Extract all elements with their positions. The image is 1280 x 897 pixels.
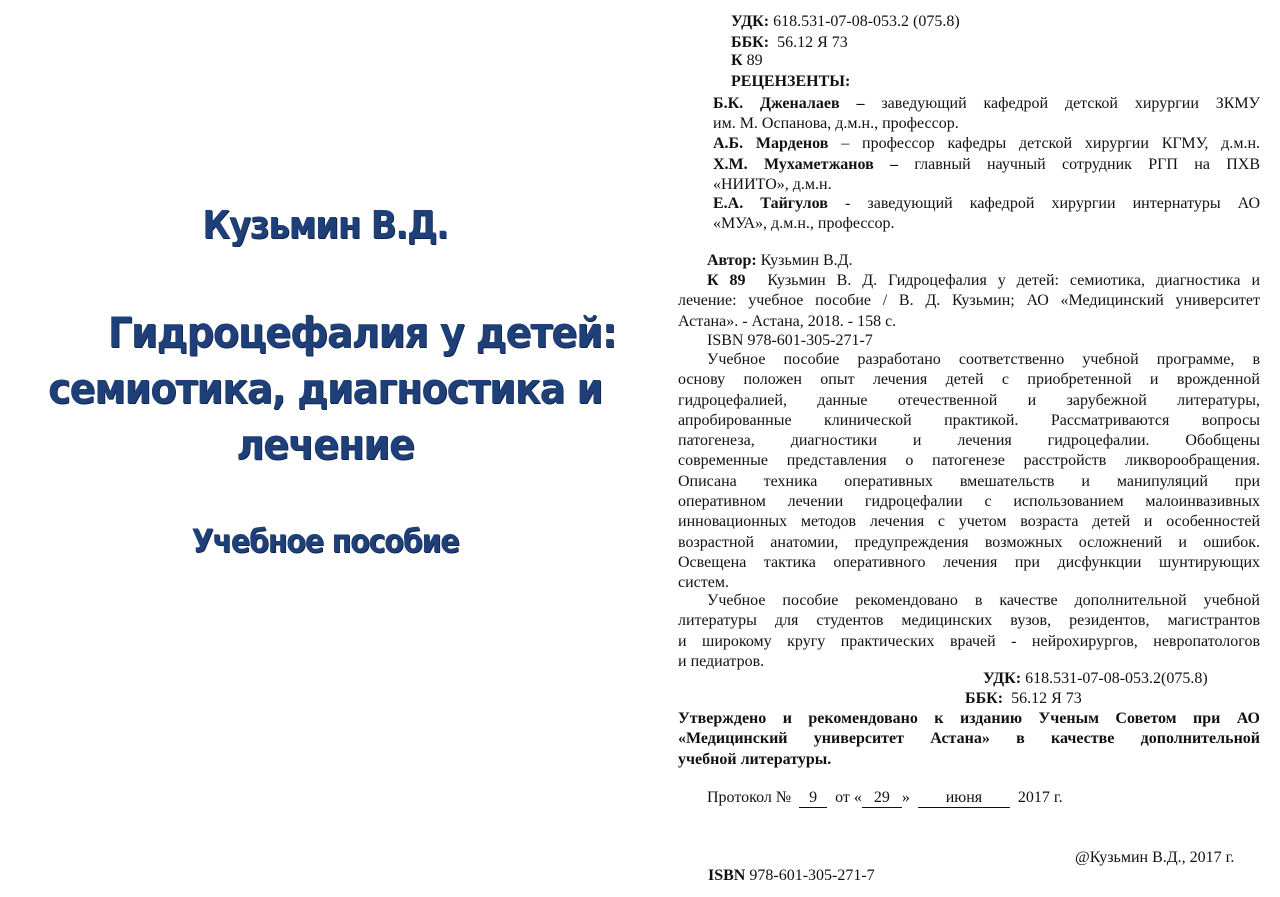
reviewer-text: главный научный сотрудник РГП на ПХВ	[914, 156, 1261, 173]
citation-label: К 89	[707, 272, 746, 289]
abstract-line: основу положен опыт лечения детей с приобретенной и врожденной	[678, 371, 1260, 389]
udk-line-2	[983, 669, 1208, 689]
reviewer-text: заведующий кафедрой детской хирургии ЗКМУ	[881, 95, 1260, 112]
k-line	[731, 51, 763, 71]
author-line	[707, 251, 853, 271]
approval-line: «Медицинский университет Астана» в качестве дополнительной	[678, 730, 1260, 748]
author-value: Кузьмин В.Д.	[760, 252, 853, 269]
bbk-label: ББК:	[731, 34, 770, 51]
abstract-line: оперативном лечении гидроцефалии с использованием малоинвазивных	[678, 493, 1260, 511]
reviewer-line	[713, 94, 1260, 114]
udk-label: УДК:	[731, 13, 770, 30]
isbn-line: ISBN 978-601-305-271-7	[707, 332, 873, 349]
reviewer-text: - заведующий кафедрой хирургии интернатуры АО	[844, 195, 1260, 212]
author-label: Автор:	[707, 252, 757, 269]
abstract-line: патогенеза, диагностики и лечения гидроцефалии. Обобщены	[678, 432, 1260, 450]
citation-line: Астана». - Астана, 2018. - 158 с.	[678, 312, 897, 330]
protocol-close: »	[901, 789, 910, 806]
reviewer-line	[713, 155, 1260, 175]
isbn-bottom-label: ISBN	[708, 867, 746, 884]
reviewer-line	[713, 134, 1260, 154]
reviewer-line	[713, 194, 1260, 214]
reviewer	[713, 155, 1260, 196]
protocol-label: Протокол №	[707, 789, 792, 806]
recommendation-line: Учебное пособие рекомендовано в качестве дополнительной учебной	[707, 592, 1260, 609]
reviewer	[713, 134, 1260, 154]
abstract-line: гидроцефалией, данные отечественной и зарубежной литературы,	[678, 391, 1260, 409]
bbk-value: 56.12 Я 73	[777, 34, 848, 51]
reviewer-name: А.Б. Марденов	[713, 135, 829, 152]
cover-title-line: Гидроцефалия у детей:	[107, 308, 616, 357]
k-label: К	[731, 52, 743, 69]
abstract-line: современные представления о патогенезе расстройств ликворообращения.	[678, 452, 1260, 470]
udk2-label: УДК:	[983, 670, 1022, 687]
reviewer-name: Б.К. Дженалаев –	[713, 95, 865, 112]
bbk2-value: 56.12 Я 73	[1011, 690, 1082, 707]
abstract-line: апробированные клинической практикой. Рассматриваются вопросы	[678, 411, 1260, 429]
abstract-line: Освещена тактика оперативного лечения при дисфункции шунтирующих	[678, 553, 1260, 571]
abstract	[678, 350, 1260, 594]
abstract-line: систем.	[678, 574, 729, 592]
copyright: @Кузьмин В.Д., 2017 г.	[1075, 849, 1235, 866]
citation-text: Кузьмин В. Д. Гидроцефалия у детей: семиотика, диагностика и	[767, 272, 1261, 289]
reviewer	[713, 94, 1260, 135]
bbk-line	[731, 33, 848, 53]
recommendation-line: литературы для студентов медицинских вузов, резидентов, магистрантов	[678, 612, 1260, 630]
approval-line: учебной литературы.	[678, 750, 832, 768]
citation-line	[678, 271, 1260, 291]
cover-title	[26, 305, 624, 473]
cover-title-line: лечение	[236, 420, 414, 469]
k-value: 89	[746, 52, 763, 69]
recommendation-line: и широкому кругу практических врачей - нейрохирургов, невропатологов	[678, 632, 1260, 650]
reviewer-name: Е.А. Тайгулов	[713, 195, 828, 212]
abstract-line: инновационных методов лечения с учетом возраста детей и особенностей	[678, 513, 1260, 531]
reviewer-line: им. М. Оспанова, д.м.н., профессор.	[713, 115, 959, 133]
approval-line: Утверждено и рекомендовано к изданию Ученым Советом при АО	[678, 710, 1260, 727]
protocol-from: от «	[835, 789, 862, 806]
udk-value: 618.531-07-08-053.2 (075.8)	[773, 13, 960, 30]
reviewer	[713, 194, 1260, 235]
protocol-line	[707, 788, 1063, 808]
protocol-day: 29	[862, 789, 902, 808]
cover-subtitle: Учебное пособие	[191, 522, 459, 560]
udk-line	[731, 12, 960, 32]
imprint-page	[650, 0, 1280, 897]
isbn-bottom	[708, 866, 875, 886]
udk2-value: 618.531-07-08-053.2(075.8)	[1025, 670, 1208, 687]
citation	[678, 271, 1260, 332]
abstract-line: Учебное пособие разработано соответственно учебной программе, в	[707, 351, 1260, 368]
recommendation-line: и педиатров.	[678, 652, 765, 670]
cover-author: Кузьмин В.Д.	[202, 203, 448, 247]
reviewer-line: «НИИТО», д.м.н.	[713, 176, 832, 194]
protocol-number: 9	[799, 789, 827, 808]
cover-title-line: семиотика, диагностика и	[47, 364, 603, 413]
isbn-bottom-value: 978-601-305-271-7	[749, 867, 875, 884]
approval	[678, 709, 1260, 770]
reviewers-heading: РЕЦЕНЗЕНТЫ:	[731, 73, 851, 90]
reviewer-line: «МУА», д.м.н., профессор.	[713, 215, 895, 233]
reviewer-name: Х.М. Мухаметжанов –	[713, 156, 899, 173]
abstract-line: возрастной анатомии, предупреждения возможных осложнений и ошибок.	[678, 533, 1260, 551]
bbk2-label: ББК:	[965, 690, 1004, 707]
protocol-year: 2017 г.	[1017, 789, 1063, 806]
citation-line: лечение: учебное пособие / В. Д. Кузьмин; АО «Медицинский университет	[678, 292, 1260, 310]
abstract-line: Описана техника оперативных вмешательств и манипуляций при	[678, 472, 1260, 490]
protocol-month: июня	[918, 789, 1010, 808]
recommendation	[678, 591, 1260, 672]
reviewer-text: – профессор кафедры детской хирургии КГМУ, д.м.н.	[841, 135, 1261, 152]
bbk-line-2	[965, 689, 1082, 709]
